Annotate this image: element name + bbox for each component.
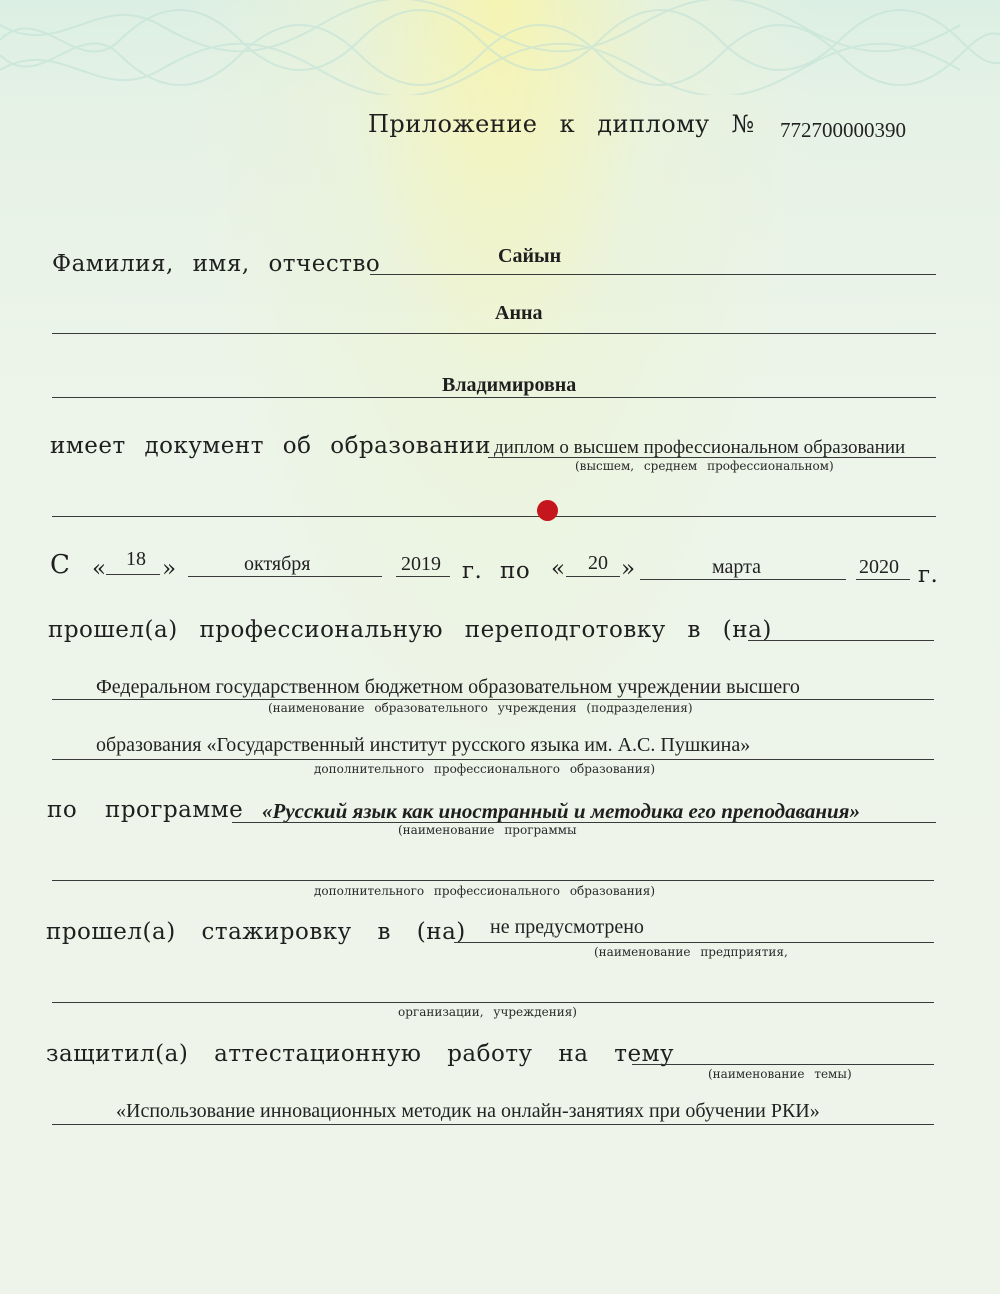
thesis-line (52, 1124, 934, 1125)
fio-line-3 (52, 397, 936, 398)
thesis-line-0 (632, 1064, 934, 1065)
to-month-line (640, 579, 846, 580)
red-seal-dot (537, 500, 558, 521)
from-month: октября (244, 553, 311, 575)
to-day-line (566, 576, 620, 577)
from-month-line (188, 576, 382, 577)
from-day: 18 (126, 548, 146, 570)
from-year-line (396, 576, 450, 577)
guilloche-pattern (0, 0, 1000, 95)
retraining-label: прошел(а) профессиональную переподготовку в (на) (48, 617, 772, 643)
patronymic-value: Владимировна (442, 374, 577, 396)
program-line-2 (52, 880, 934, 881)
to-month: марта (712, 556, 761, 578)
education-caption: (высшем, среднем профессиональном) (575, 459, 834, 473)
to-open-quote: « (551, 556, 566, 582)
to-year: 2020 (859, 556, 899, 578)
program-caption-2: дополнительного профессионального образования) (314, 884, 656, 898)
institution-line-1: Федеральном государственном бюджетном образовательном учреждении высшего (96, 676, 800, 698)
program-label: по программе (47, 797, 244, 823)
date-from-prefix: С (50, 550, 71, 580)
fio-line-2 (52, 333, 936, 334)
internship-caption-2: организации, учреждения) (398, 1005, 577, 1019)
from-close-quote: » (162, 556, 177, 582)
education-line-2 (52, 516, 936, 517)
internship-caption-1: (наименование предприятия, (594, 945, 788, 959)
thesis-label: защитил(а) аттестационную работу на тему (46, 1041, 674, 1067)
education-label: имеет документ об образовании (50, 433, 491, 459)
to-day: 20 (588, 552, 608, 574)
institution-caption-1: (наименование образовательного учреждения (подразделения) (268, 701, 693, 715)
surname-value: Сайын (498, 245, 562, 267)
institution-line-2: образования «Государственный институт русского языка им. А.С. Пушкина» (96, 734, 751, 756)
internship-line (454, 942, 934, 943)
from-day-line (106, 574, 160, 575)
fio-label: Фамилия, имя, отчество (52, 251, 381, 277)
internship-value: не предусмотрено (490, 916, 644, 938)
program-line (232, 822, 936, 823)
institution-line-2-rule (52, 759, 934, 760)
year-suffix-1: г. (462, 558, 483, 584)
program-value: «Русский язык как иностранный и методика его преподавания» (262, 799, 860, 823)
year-suffix-2: г. (918, 562, 939, 588)
to-year-line (856, 579, 910, 580)
program-caption-1: (наименование программы (398, 823, 577, 837)
internship-label: прошел(а) стажировку в (на) (46, 919, 466, 945)
thesis-caption: (наименование темы) (708, 1067, 852, 1081)
institution-line-1-rule (52, 699, 934, 700)
retraining-line-0 (748, 640, 934, 641)
fio-line-1 (370, 274, 936, 275)
internship-line-2 (52, 1002, 934, 1003)
from-year: 2019 (401, 553, 441, 575)
education-value: диплом о высшем профессиональном образовании (494, 437, 906, 458)
education-line (488, 457, 936, 458)
document-title: Приложение к дипломy № (368, 110, 755, 138)
diploma-number: 772700000390 (780, 118, 906, 142)
from-open-quote: « (92, 556, 107, 582)
thesis-value: «Использование инновационных методик на онлайн-занятиях при обучении РКИ» (116, 1100, 820, 1122)
date-to-prefix: по (500, 558, 531, 584)
institution-caption-2: дополнительного профессионального образования) (314, 762, 656, 776)
to-close-quote: » (621, 556, 636, 582)
name-value: Анна (495, 302, 543, 324)
